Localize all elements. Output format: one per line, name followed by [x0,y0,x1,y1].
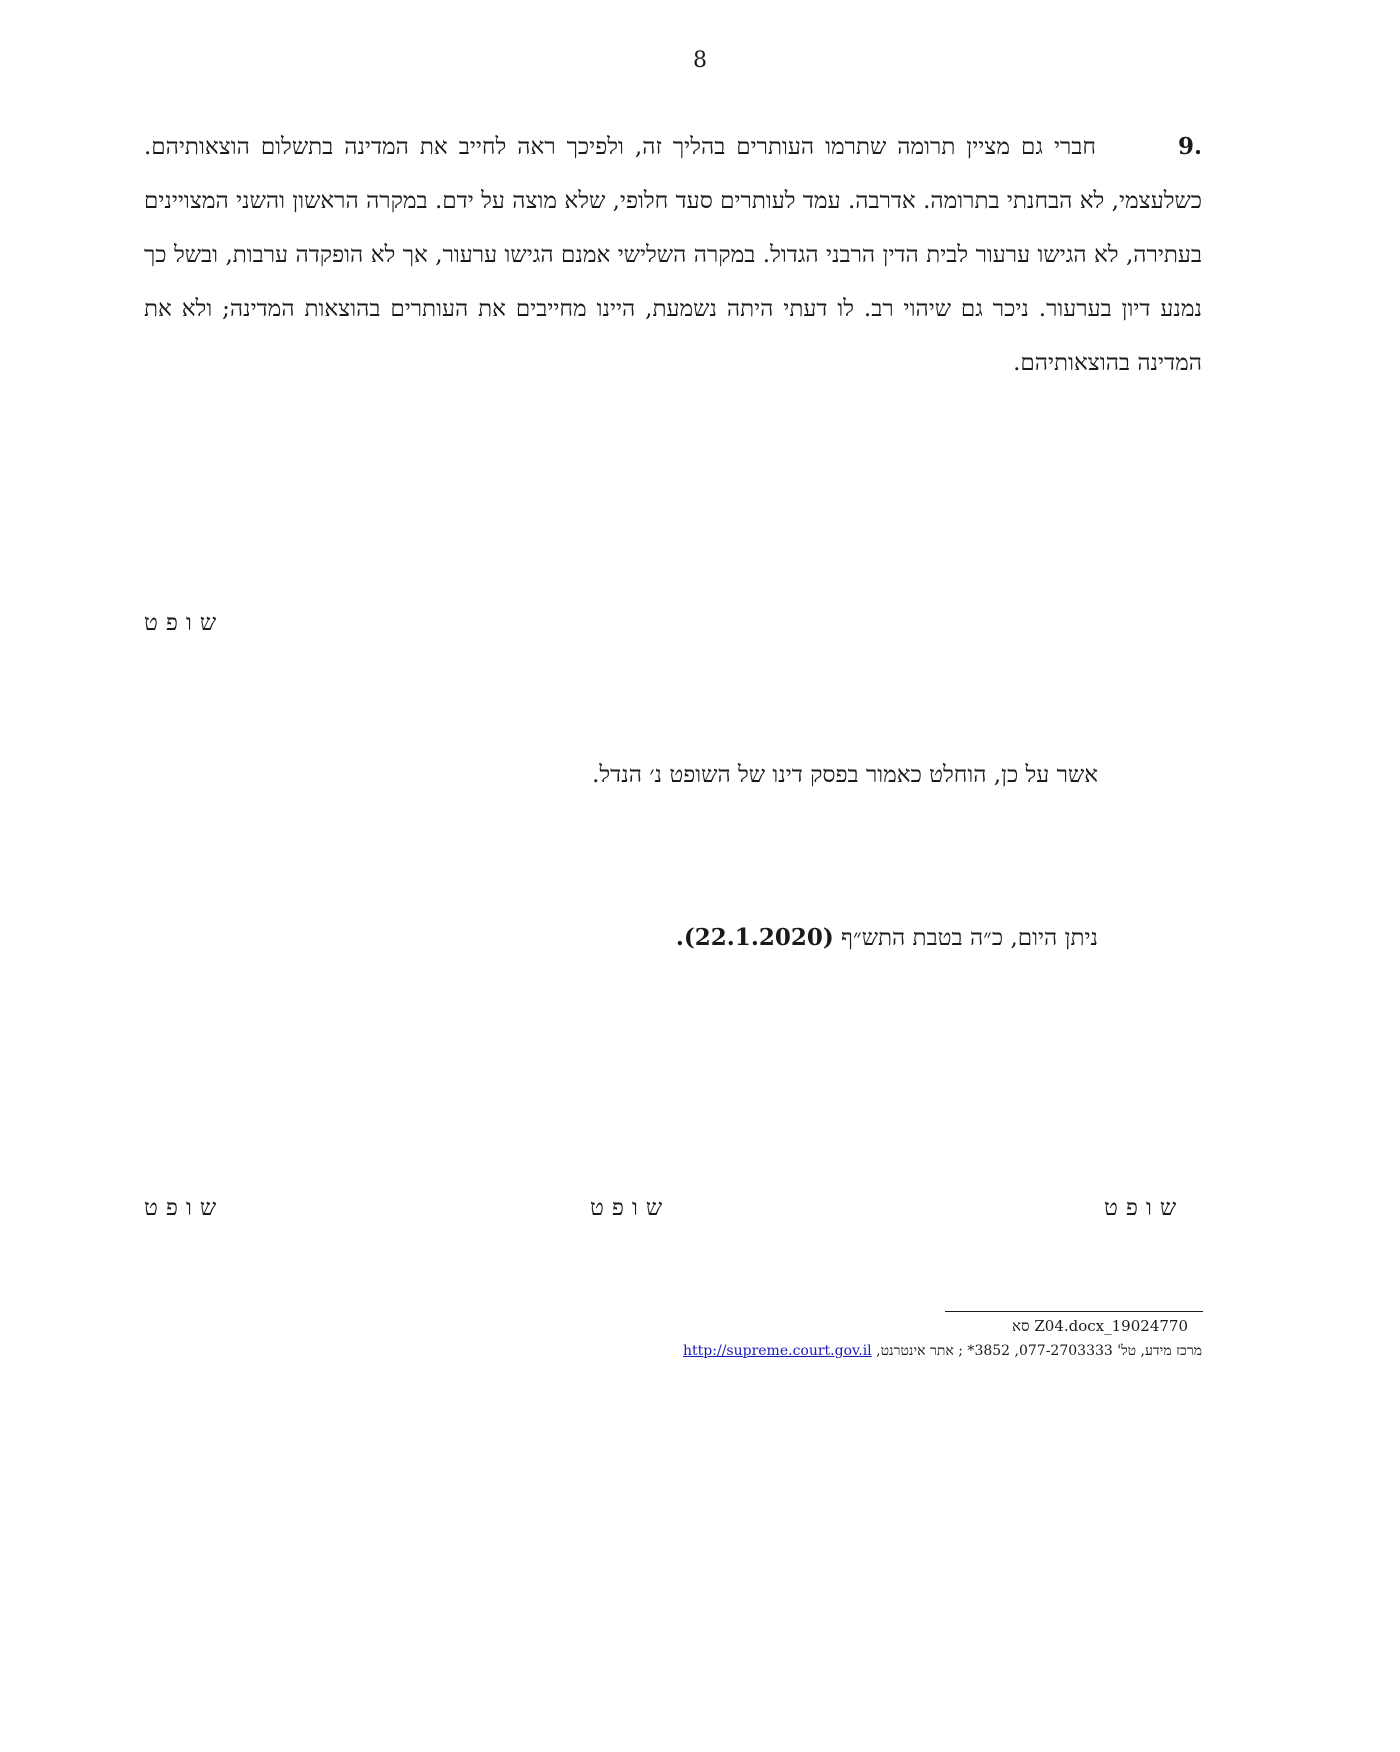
signature-center: שופט [590,1195,671,1221]
footnote-filename: 19024770_Z04.docx סא [1012,1317,1188,1335]
given-date-prefix: ניתן היום, כ״ה בטבת התש״ף [841,925,1098,951]
page-number: 8 [693,48,707,73]
paragraph-9 [144,120,1202,390]
judge-signature-label: שופט [144,610,225,636]
signature-right: שופט [1104,1195,1185,1221]
given-date-gregorian: (22.1.2020). [675,924,834,951]
footnote-contact [683,1343,1202,1360]
given-date-line [676,924,1098,951]
signature-left: שופט [144,1195,225,1221]
footnote-contact-text: מרכז מידע, טל' 077-2703333, 3852* ; אתר אינטרנט, [876,1343,1202,1359]
paragraph-number: .9 [1177,133,1202,160]
footnote-divider [945,1311,1203,1312]
supreme-court-link[interactable]: http://supreme.court.gov.il [683,1343,872,1359]
decision-line: אשר על כן, הוחלט כאמור בפסק דינו של השופט נ׳ הנדל. [592,762,1098,788]
paragraph-text: חברי גם מציין תרומה שתרמו העותרים בהליך זה, ולפיכך ראה לחייב את המדינה בתשלום הוצאותיהם. כשלעצמי, לא הבחנתי בתרומה. אדרבה. עמד לעותרים סעד חלופי, שלא מוצה על ידם. במקרה הראשון והשני המצויינים בעתירה, לא הגישו ערעור לבית הדין הרבני הגדול. במקרה השלישי אמנם הגישו ערעור, אך לא הופקדה ערבות, ובשל כך נמנע דיון בערעור. ניכר גם שיהוי רב. לו דעתי היתה נשמעת, היינו מחייבים את העותרים בהוצאות המדינה; ולא את המדינה בהוצאותיהם. [144,134,1202,376]
